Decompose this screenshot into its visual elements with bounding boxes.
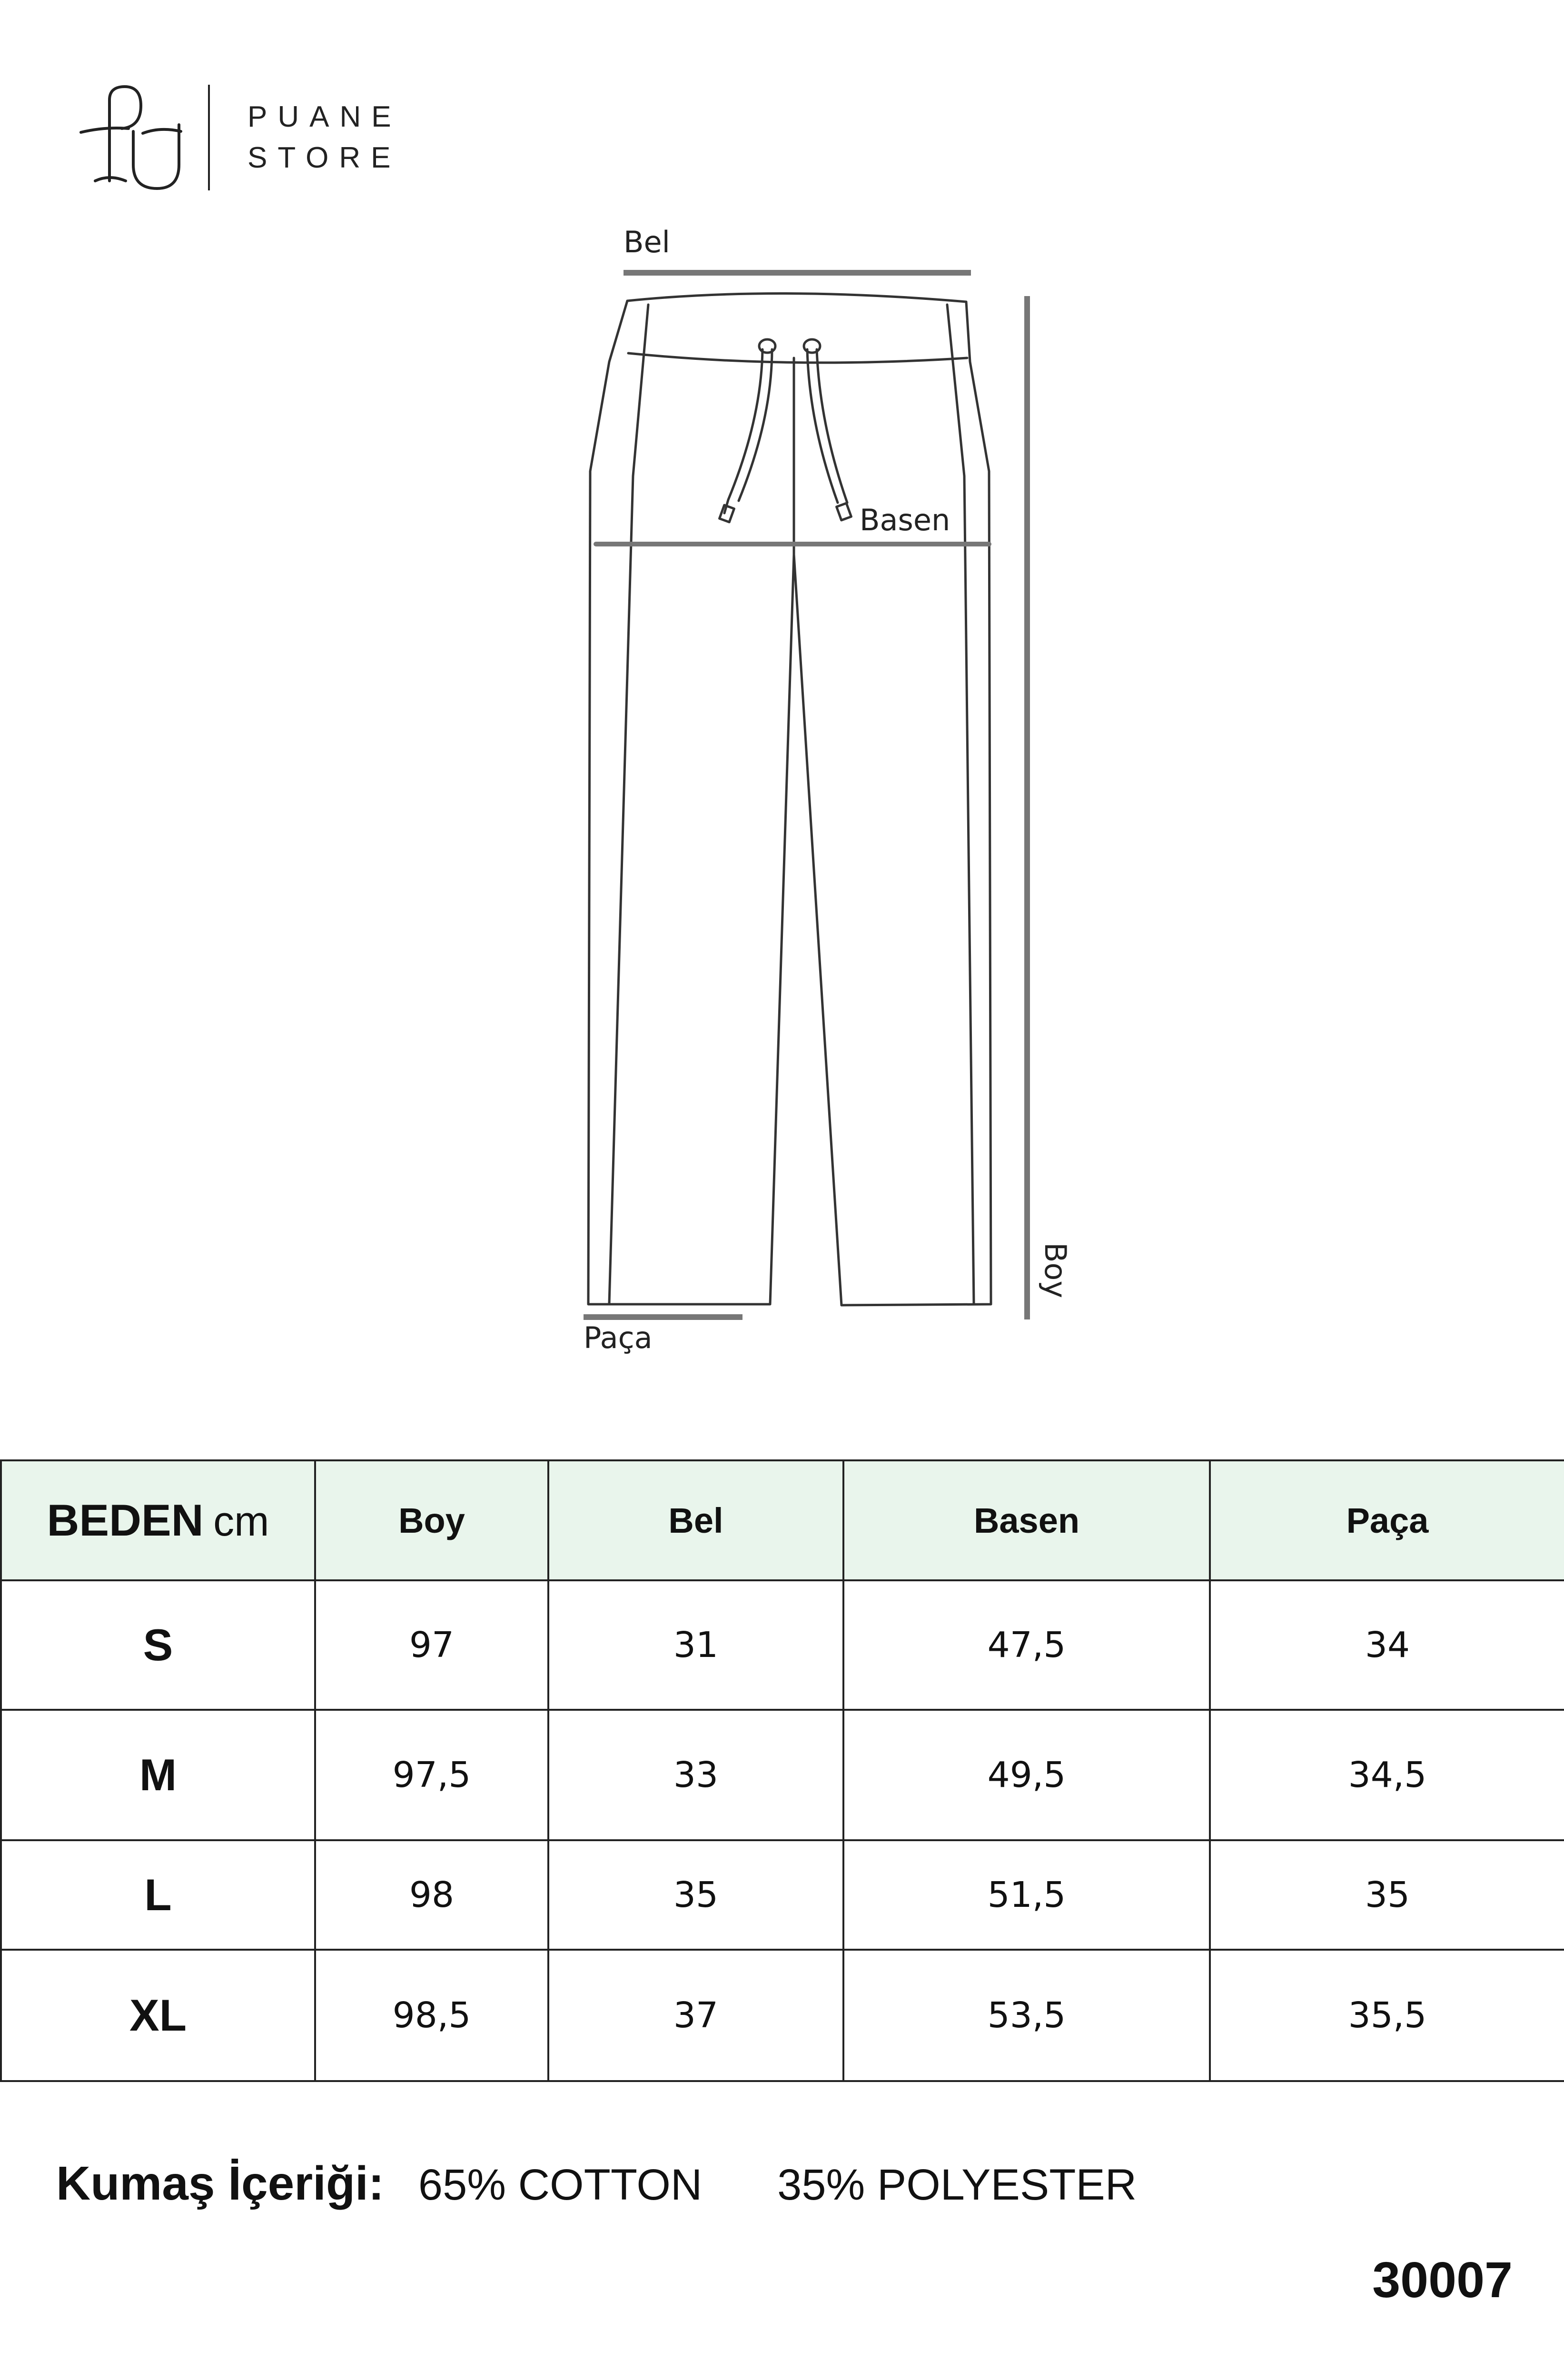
brand-name-line-1: PUANE (247, 100, 402, 133)
size-cell: M (1, 1710, 315, 1840)
boy-cell: 97 (315, 1580, 548, 1710)
product-code: 30007 (1372, 2252, 1513, 2308)
waistband-line (628, 353, 967, 363)
basen-cell: 51,5 (843, 1840, 1210, 1950)
table-row (1, 1710, 1564, 1840)
header-unit: cm (213, 1497, 269, 1545)
header-boy: Boy (315, 1460, 548, 1580)
basen-label: Basen (860, 503, 950, 537)
paca-cell: 35,5 (1210, 1950, 1564, 2081)
boy-cell: 97,5 (315, 1710, 548, 1840)
basen-cell: 53,5 (843, 1950, 1210, 2081)
header-basen: Basen (843, 1460, 1210, 1580)
paca-cell: 34 (1210, 1580, 1564, 1710)
bel-label: Bel (624, 225, 670, 259)
paca-label: Paça (584, 1320, 653, 1355)
table-row (1, 1580, 1564, 1710)
bel-cell: 35 (548, 1840, 843, 1950)
table-header-row (1, 1460, 1564, 1580)
size-chart-table (0, 1459, 1564, 2082)
table-row (1, 1950, 1564, 2081)
header-beden (1, 1460, 315, 1580)
header-paca: Paça (1210, 1460, 1564, 1580)
basen-cell: 49,5 (843, 1710, 1210, 1840)
boy-cell: 98,5 (315, 1950, 548, 2081)
paca-cell: 35 (1210, 1840, 1564, 1950)
table-row (1, 1840, 1564, 1950)
fabric-polyester-value: 35% POLYESTER (777, 2161, 1137, 2209)
boy-cell: 98 (315, 1840, 548, 1950)
bel-cell: 31 (548, 1580, 843, 1710)
size-cell: XL (1, 1950, 315, 2081)
boy-label: Boy (1038, 1242, 1073, 1299)
size-cell: S (1, 1580, 315, 1710)
brand-name-line-2: STORE (247, 141, 401, 174)
fabric-content-label: Kumaş İçeriği: (56, 2157, 385, 2210)
paca-cell: 34,5 (1210, 1710, 1564, 1840)
size-cell: L (1, 1840, 315, 1950)
header-bel: Bel (548, 1460, 843, 1580)
fabric-content (56, 2156, 1137, 2211)
bel-cell: 33 (548, 1710, 843, 1840)
basen-cell: 47,5 (843, 1580, 1210, 1710)
bel-cell: 37 (548, 1950, 843, 2081)
fabric-cotton-value: 65% COTTON (418, 2161, 703, 2209)
pants-outline (588, 293, 991, 1305)
header-beden-label: BEDEN (47, 1495, 204, 1545)
